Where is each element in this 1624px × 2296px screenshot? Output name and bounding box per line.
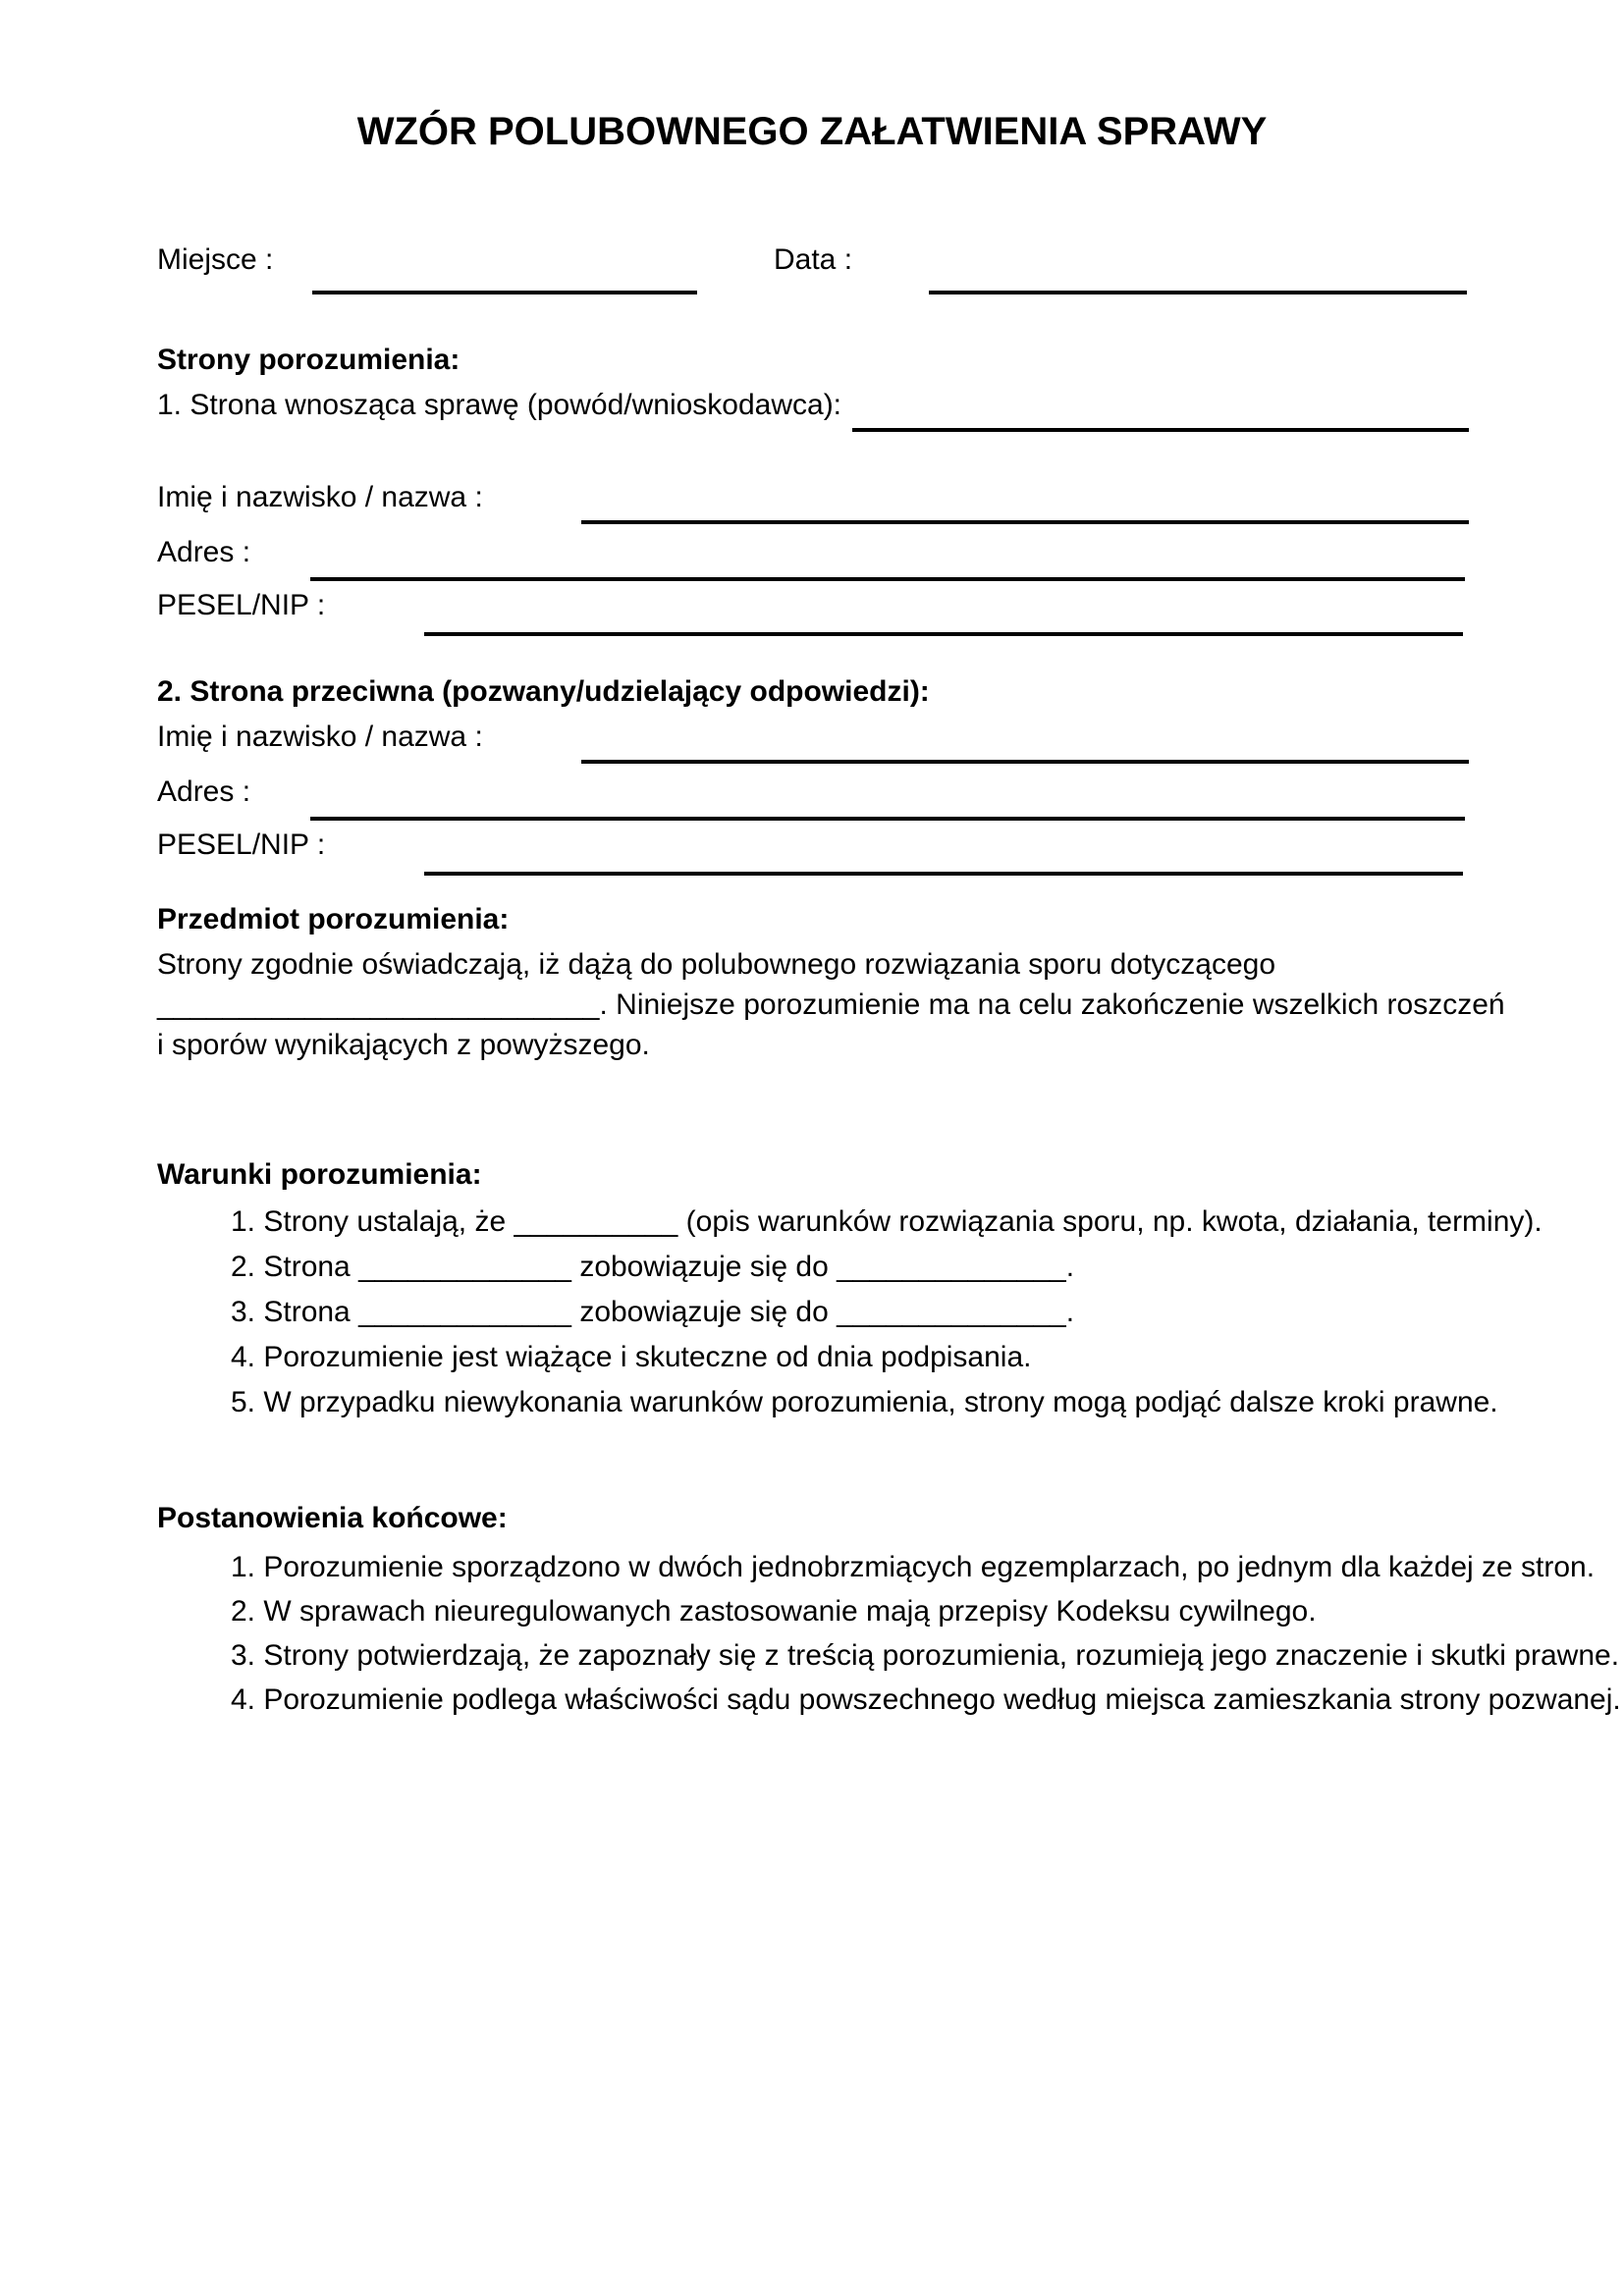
final-heading: Postanowienia końcowe: xyxy=(157,1502,508,1534)
date-label: Data : xyxy=(774,243,853,276)
parties-section-heading: Strony porozumienia: xyxy=(157,344,460,376)
place-label: Miejsce : xyxy=(157,243,274,276)
page-title: WZÓR POLUBOWNEGO ZAŁATWIENIA SPRAWY xyxy=(356,110,1268,153)
date-field-line xyxy=(929,291,1467,294)
subject-heading: Przedmiot porozumienia: xyxy=(157,903,510,935)
final-list-item: 3. Strony potwierdzają, że zapoznały się z treścią porozumienia, rozumieją jego znaczenie i skutki prawne. xyxy=(231,1639,1620,1672)
respondent-id-line xyxy=(424,872,1463,876)
final-list-item: 4. Porozumienie podlega właściwości sądu powszechnego według miejsca zamieszkania strony pozwanej. xyxy=(231,1683,1621,1716)
final-list xyxy=(231,1545,1621,1722)
final-list-item: 1. Porozumienie sporządzono w dwóch jednobrzmiących egzemplarzach, po jednym dla każdej ze stron. xyxy=(231,1551,1596,1583)
terms-list-item: 1. Strony ustalają, że __________ (opis warunków rozwiązania sporu, np. kwota, działania, terminy). xyxy=(231,1205,1543,1238)
claimant-address-label: Adres : xyxy=(157,536,251,568)
claimant-field-line xyxy=(852,428,1469,432)
terms-list-item: 2. Strona _____________ zobowiązuje się do ______________. xyxy=(231,1251,1075,1283)
terms-list-item: 3. Strona _____________ zobowiązuje się do ______________. xyxy=(231,1296,1075,1328)
subject-paragraph xyxy=(157,944,1505,1065)
claimant-name-line xyxy=(581,520,1469,524)
final-list-item: 2. W sprawach nieuregulowanych zastosowanie mają przepisy Kodeksu cywilnego. xyxy=(231,1595,1317,1628)
claimant-name-label: Imię i nazwisko / nazwa : xyxy=(157,481,483,513)
subject-paragraph-line: Strony zgodnie oświadczają, iż dążą do polubownego rozwiązania sporu dotyczącego xyxy=(157,948,1276,981)
terms-list-item: 5. W przypadku niewykonania warunków porozumienia, strony mogą podjąć dalsze kroki prawne. xyxy=(231,1386,1498,1418)
claimant-heading: 1. Strona wnosząca sprawę (powód/wnioskodawca): xyxy=(157,389,842,421)
claimant-id-label: PESEL/NIP : xyxy=(157,589,326,621)
respondent-address-label: Adres : xyxy=(157,775,251,808)
respondent-heading: 2. Strona przeciwna (pozwany/udzielający odpowiedzi): xyxy=(157,675,930,708)
subject-paragraph-line: ___________________________. Niniejsze porozumienie ma na celu zakończenie wszelkich roszczeń xyxy=(157,988,1505,1021)
claimant-id-line xyxy=(424,632,1463,636)
respondent-name-label: Imię i nazwisko / nazwa : xyxy=(157,721,483,753)
respondent-id-label: PESEL/NIP : xyxy=(157,828,326,861)
claimant-address-line xyxy=(310,577,1465,581)
terms-list xyxy=(231,1200,1543,1425)
respondent-name-line xyxy=(581,760,1469,764)
respondent-address-line xyxy=(310,817,1465,821)
terms-list-item: 4. Porozumienie jest wiążące i skuteczne od dnia podpisania. xyxy=(231,1341,1032,1373)
terms-heading: Warunki porozumienia: xyxy=(157,1158,482,1191)
place-field-line xyxy=(312,291,697,294)
subject-paragraph-line: i sporów wynikających z powyższego. xyxy=(157,1029,650,1061)
